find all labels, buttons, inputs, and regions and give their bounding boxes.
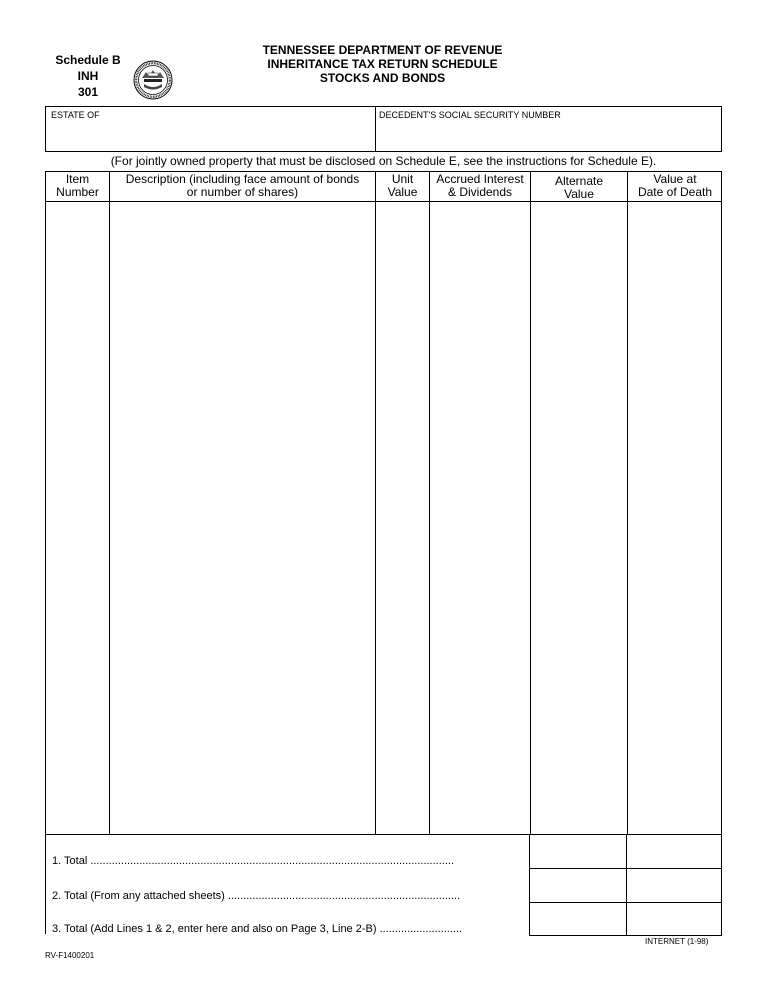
internet-revision: INTERNET (1-98) — [645, 937, 709, 946]
schedule-line-3: 301 — [77, 85, 99, 99]
schedule-line-2: INH — [77, 69, 99, 83]
col-header-unit-line2: Value — [387, 185, 418, 199]
col-header-desc-line1: Description (including face amount of bonds — [125, 172, 360, 186]
col-header-item-line1: Item — [65, 172, 90, 186]
col-header-date-of-death — [628, 173, 722, 199]
col-header-accrued — [430, 173, 530, 199]
total-line-1: 1. Total ....................................................................................................................... — [52, 855, 455, 867]
col-header-accrued-line2: & Dividends — [447, 185, 513, 199]
total-1-dod-field[interactable] — [626, 834, 722, 869]
title-line-2: INHERITANCE TAX RETURN SCHEDULE — [267, 57, 498, 71]
ssn-label: DECEDENT'S SOCIAL SECURITY NUMBER — [379, 110, 561, 120]
col-header-item-line2: Number — [56, 185, 99, 199]
schedule-id — [44, 52, 132, 100]
table-entry-area[interactable] — [46, 202, 721, 834]
col-header-alternate — [531, 175, 627, 201]
col-header-desc-line2: or number of shares) — [186, 185, 299, 199]
jointly-owned-note: (For jointly owned property that must be disclosed on Schedule E, see the instructions for Schedule E). — [110, 154, 657, 168]
total-2-alternate-field[interactable] — [529, 868, 627, 903]
total-3-alternate-field[interactable] — [529, 902, 627, 936]
form-title — [200, 43, 565, 85]
field-divider — [375, 107, 376, 151]
col-header-unit-line1: Unit — [391, 172, 414, 186]
total-1-alternate-field[interactable] — [529, 834, 627, 869]
col-header-alt-line2: Value — [564, 187, 594, 201]
estate-of-label: ESTATE OF — [51, 110, 100, 120]
header-fields-box — [45, 106, 722, 152]
title-line-1: TENNESSEE DEPARTMENT OF REVENUE — [262, 43, 503, 57]
col-header-item — [46, 173, 109, 199]
total-3-dod-field[interactable] — [626, 902, 722, 936]
schedule-line-1: Schedule B — [55, 53, 121, 67]
form-number: RV-F1400201 — [45, 951, 95, 960]
estate-of-field[interactable] — [47, 121, 374, 151]
col-header-dod-line2: Date of Death — [637, 185, 713, 199]
total-2-dod-field[interactable] — [626, 868, 722, 903]
ssn-field[interactable] — [377, 121, 721, 151]
stocks-bonds-table — [45, 171, 722, 835]
title-line-3: STOCKS AND BONDS — [319, 71, 446, 85]
totals-left-rule — [45, 834, 46, 934]
col-header-unit-value — [376, 173, 429, 199]
state-seal-icon — [133, 60, 173, 100]
col-header-accrued-line1: Accrued Interest — [436, 172, 524, 186]
col-header-alt-line1: Alternate — [554, 174, 604, 188]
total-line-2: 2. Total (From any attached sheets) ............................................................................ — [52, 890, 461, 902]
col-header-dod-line1: Value at — [653, 172, 697, 186]
col-header-description — [110, 173, 375, 199]
total-line-3: 3. Total (Add Lines 1 & 2, enter here and also on Page 3, Line 2-B) ........................... — [52, 923, 463, 935]
